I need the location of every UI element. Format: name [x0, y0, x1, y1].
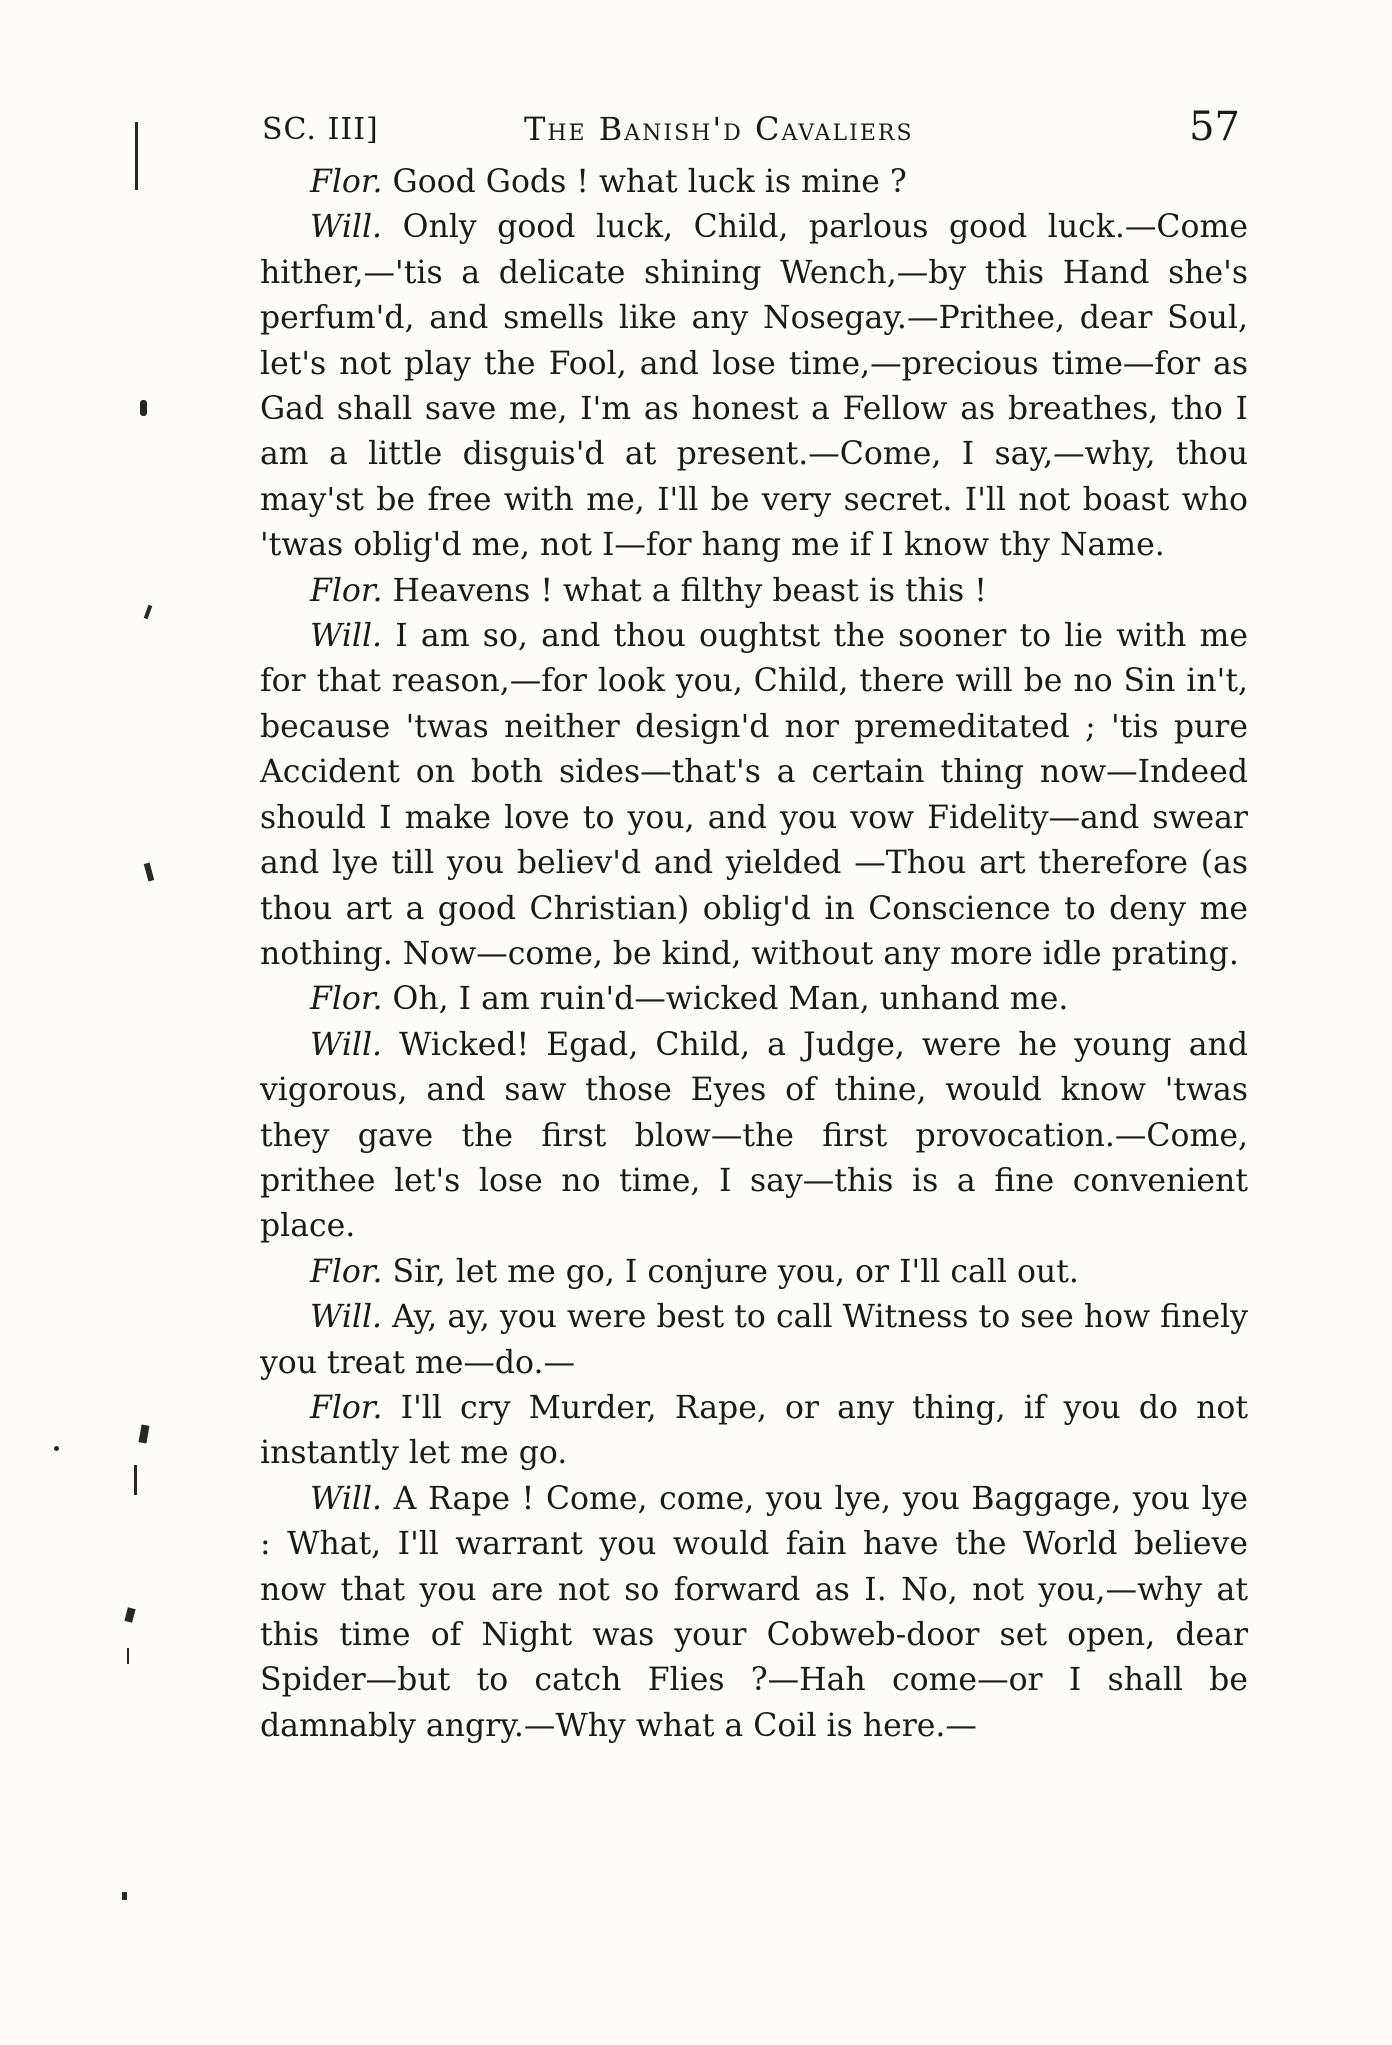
running-title: The Banish'd Cavaliers — [524, 110, 914, 148]
speaker: Will. — [310, 1480, 383, 1517]
ink-mark — [135, 122, 138, 190]
speaker: Flor. — [310, 572, 383, 609]
speech-text: Good Gods ! what luck is mine ? — [382, 164, 907, 200]
speech-3 — [260, 569, 1248, 614]
ink-mark — [144, 863, 154, 882]
speech-text: Oh, I am ruin'd—wicked Man, unhand me. — [382, 981, 1069, 1018]
speech-text: Only good luck, Child, parlous good luck.—Come hither,—'tis a delicate shining Wench,—by this Hand she's perfum'd, and smells like any Nosegay.—Prithee, dear Soul, let's not play the Fool, and lose time,—precious time—for as Gad shall save me, I'm as honest a Fellow as breathes, tho I am a little disguis'd at present.—Come, I say,—why, thou may'st be free with me, I'll be very secret. I'll not boast who 'twas oblig'd me, not I—for hang me if I know thy Name. — [260, 209, 1248, 564]
speech-text: Sir, let me go, I conjure you, or I'll call out. — [382, 1253, 1079, 1290]
speech-text: I'll cry Murder, Rape, or any thing, if you do not instantly let me go. — [260, 1389, 1248, 1472]
speech-2 — [260, 205, 1248, 568]
speech-4 — [260, 614, 1248, 977]
ink-mark — [144, 605, 153, 620]
speaker: Will. — [310, 209, 383, 246]
speaker: Flor. — [310, 981, 383, 1018]
ink-mark — [134, 1465, 137, 1495]
speaker: Will. — [310, 618, 383, 655]
ink-mark — [140, 400, 147, 416]
speech-8 — [260, 1295, 1248, 1386]
speech-text: Ay, ay, you were best to call Witness to see how finely you treat me—do.— — [260, 1299, 1248, 1381]
speech-text: I am so, and thou oughtst the sooner to lie with me for that reason,—for look you, Child, there will be no Sin in't, because 'twas neither design'd nor premeditated ; 'tis pure Accident on both sides—that's a certain thing now—Indeed should I make love to you, and you vow Fidelity—and swear and lye till you believ'd and yielded —Thou art therefore (as thou art a good Christian) oblig'd in Conscience to deny me nothing. Now—come, be kind, without any more idle prating. — [260, 618, 1248, 972]
speaker: Will. — [310, 1299, 383, 1336]
speech-6 — [260, 1023, 1248, 1250]
speaker: Will. — [310, 1026, 383, 1063]
page-number: 57 — [1189, 104, 1240, 150]
speech-7 — [260, 1250, 1248, 1295]
speech-1 — [260, 160, 1248, 205]
speech-text: A Rape ! Come, come, you lye, you Baggage, you lye : What, I'll warrant you would fain have the World believe now that you are not so forward as I. No, not you,—why at this time of Night was your Cobweb-door set open, dear Spider—but to catch Flies ?—Hah come—or I shall be damnably angry.—Why what a Coil is here.— — [260, 1480, 1248, 1744]
ink-mark — [138, 1424, 149, 1443]
speaker: Flor. — [310, 164, 383, 200]
speech-text: Wicked! Egad, Child, a Judge, were he young and vigorous, and saw those Eyes of thine, would know 'twas they gave the first blow—the first provocation.—Come, prithee let's lose no time, I say—this is a fine convenient place. — [260, 1026, 1248, 1245]
speech-text: Heavens ! what a filthy beast is this ! — [382, 572, 987, 609]
speech-5 — [260, 977, 1248, 1022]
speaker: Flor. — [310, 1389, 383, 1426]
play-text — [260, 160, 1248, 1749]
ink-mark — [124, 1607, 135, 1623]
ink-mark — [122, 1892, 127, 1900]
scene-marker: SC. III] — [262, 112, 379, 147]
running-header — [262, 104, 1240, 164]
ink-mark — [54, 1446, 59, 1451]
ink-mark — [127, 1648, 129, 1664]
speech-10 — [260, 1477, 1248, 1749]
speaker: Flor. — [310, 1253, 383, 1290]
speech-9 — [260, 1386, 1248, 1477]
